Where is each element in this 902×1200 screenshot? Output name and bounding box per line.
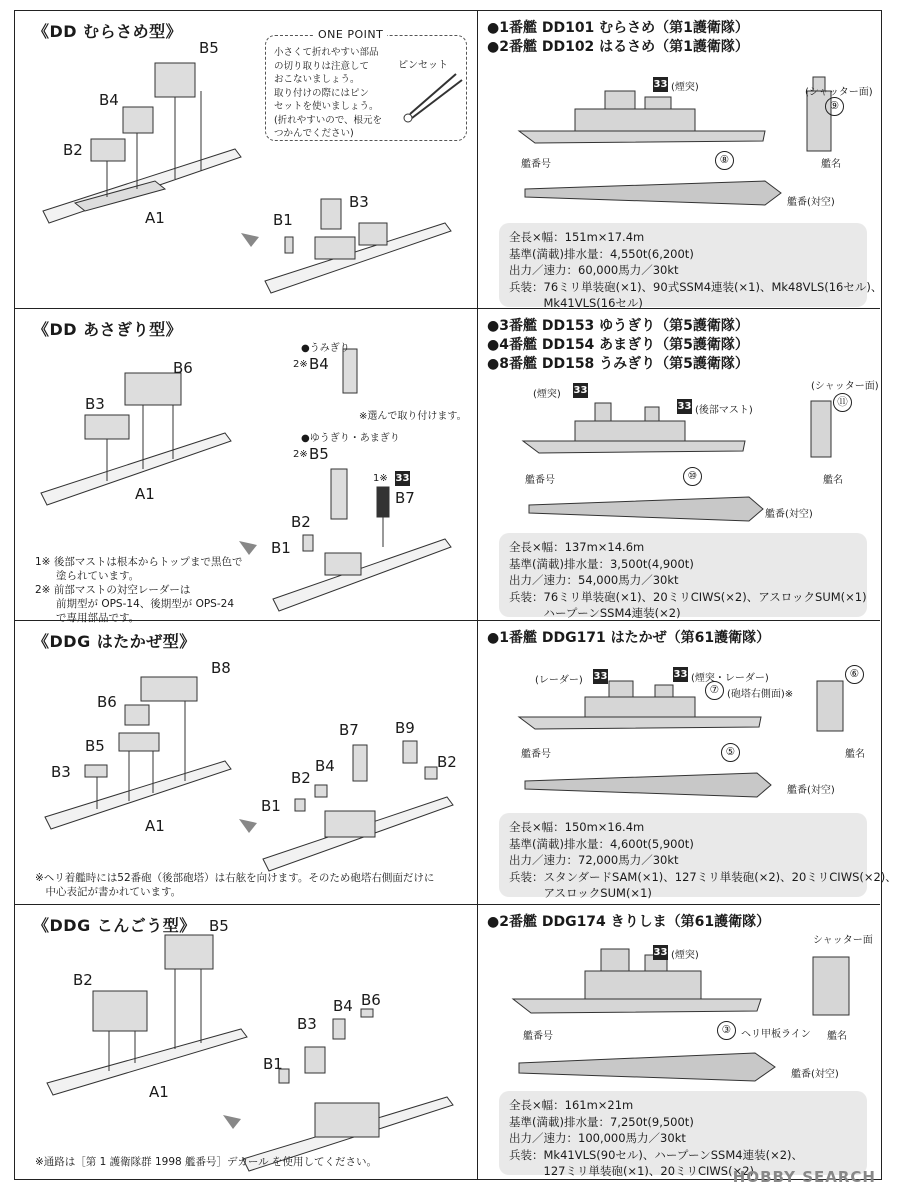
decal-circle-9: ⑨ bbox=[825, 97, 844, 116]
heli-deck-line-label: ヘリ甲板ライン bbox=[741, 1029, 811, 1040]
deck-number-label: 艦番(対空) bbox=[787, 785, 835, 796]
spec-box: 全長×幅：150m×16.4m 基準(満載)排水量：4,600t(5,900t) 出力／速力：72,000馬力／30kt 兵装：スタンダードSAM(×1)、127ミリ単装砲(×2)、20ミリCIWS(×2)、 アスロックSUM(×1) bbox=[499, 813, 867, 897]
kongou-notes: ※通路は［第 1 護衛隊群 1998 艦番号］デカール を使用してください。 bbox=[35, 1156, 377, 1168]
one-point-heading: ONE POINT bbox=[314, 28, 387, 41]
part-b2-label: B2 bbox=[291, 769, 311, 787]
decal-number-badge: 33 bbox=[593, 671, 608, 682]
decal-diagram bbox=[495, 671, 875, 821]
column-divider bbox=[477, 11, 478, 308]
part-b6-label: B6 bbox=[361, 991, 381, 1009]
section-kongou bbox=[15, 905, 880, 1179]
part-b4-prefix: 2※ bbox=[293, 359, 308, 370]
part-b1-label: B1 bbox=[271, 539, 291, 557]
ship-item: ●2番艦 DDG174 きりしま（第61護衛隊） bbox=[487, 914, 771, 930]
hull-number-label: 艦番号 bbox=[525, 475, 555, 486]
part-b1-label: B1 bbox=[273, 211, 293, 229]
ship-list bbox=[487, 19, 749, 57]
decal-number-badge: 33 bbox=[395, 473, 410, 484]
part-b2-label: B2 bbox=[73, 971, 93, 989]
part-b5-label: B5 bbox=[199, 39, 219, 57]
decal-circle-10: ⑩ bbox=[683, 467, 702, 486]
decal-circle-7: ⑦ bbox=[705, 681, 724, 700]
instruction-sheet bbox=[14, 10, 897, 1180]
decal-number-badge: 33 bbox=[653, 79, 668, 90]
spec-box: 全長×幅：137m×14.6m 基準(満載)排水量：3,500t(4,900t) 出力／速力：54,000馬力／30kt 兵装：76ミリ単装砲(×1)、20ミリCIWS(×2)、アスロックSUM(×1) ハープーンSSM4連装(×2) bbox=[499, 533, 867, 617]
column-divider bbox=[477, 621, 478, 904]
part-b1-label: B1 bbox=[261, 797, 281, 815]
decal-circle-11: ⑪ bbox=[833, 393, 852, 412]
assembly-illustration bbox=[15, 621, 475, 901]
part-b5-prefix: 2※ bbox=[293, 449, 308, 460]
decal-number-badge: 33 bbox=[673, 669, 688, 680]
section-title: 《DD あさぎり型》 bbox=[33, 320, 183, 339]
ship-item: ●1番艦 DD101 むらさめ（第1護衛隊） bbox=[487, 20, 749, 36]
deck-number-label: 艦番(対空) bbox=[787, 197, 835, 208]
part-b7-prefix: 1※ bbox=[373, 473, 388, 484]
select-note: ※選んで取り付けます。 bbox=[359, 411, 467, 422]
part-b6-label: B6 bbox=[97, 693, 117, 711]
decal-circle-5: ⑤ bbox=[721, 743, 740, 762]
assembly-illustration bbox=[15, 905, 475, 1175]
ship-list bbox=[487, 913, 770, 932]
part-a1-label: A1 bbox=[135, 485, 155, 503]
hatakaze-notes: ※ヘリ着艦時には52番砲（後部砲塔）は右舷を向けます。そのため砲塔右側面だけに 中心表記が書かれています。 bbox=[35, 872, 435, 898]
section-title: 《DDG こんごう型》 bbox=[33, 916, 196, 935]
section-asagiri bbox=[15, 309, 880, 624]
part-b8-label: B8 bbox=[211, 659, 231, 677]
decal-number-badge: 33 bbox=[573, 385, 588, 396]
column-divider bbox=[477, 905, 478, 1179]
part-b4-label: B4 bbox=[99, 91, 119, 109]
part-b9-label: B9 bbox=[395, 719, 415, 737]
column-divider bbox=[477, 309, 478, 620]
part-b5-label: B5 bbox=[309, 445, 329, 463]
ship-name-label: 艦名 bbox=[845, 749, 865, 760]
ship-item: ●3番艦 DD153 ゆうぎり（第5護衛隊） bbox=[487, 318, 749, 334]
radar-label: (レーダー) bbox=[535, 675, 583, 686]
decal-circle-3: ③ bbox=[717, 1021, 736, 1040]
part-b6-label: B6 bbox=[173, 359, 193, 377]
part-b7-label: B7 bbox=[395, 489, 415, 507]
part-b5-label: B5 bbox=[85, 737, 105, 755]
ship-item: ●1番艦 DDG171 はたかぜ（第61護衛隊） bbox=[487, 630, 771, 646]
shutter-label: シャッター面 bbox=[813, 935, 873, 946]
funnel-label: (煙突) bbox=[533, 389, 561, 400]
spec-box: 全長×幅：161m×21m 基準(満載)排水量：7,250t(9,500t) 出力／速力：100,000馬力／30kt 兵装：Mk41VLS(90セル)、ハープーンSSM4連装(×2)、 127ミリ単装砲(×1)、20ミリCIWS(×2) bbox=[499, 1091, 867, 1175]
hull-number-label: 艦番号 bbox=[521, 159, 551, 170]
part-b7-label: B7 bbox=[339, 721, 359, 739]
part-a1-label: A1 bbox=[149, 1083, 169, 1101]
ship-list bbox=[487, 629, 770, 648]
deck-number-label: 艦番(対空) bbox=[791, 1069, 839, 1080]
part-b4-label: B4 bbox=[315, 757, 335, 775]
decal-circle-6: ⑥ bbox=[845, 665, 864, 684]
funnel-label: (煙突) bbox=[671, 82, 699, 93]
rear-mast-label: (後部マスト) bbox=[695, 405, 753, 416]
watermark: HOBBY SEARCH bbox=[732, 1168, 876, 1186]
one-point-text: 小さくて折れやすい部品 の切り取りは注意して おこないましょう。 取り付けの際にはピン セットを使いましょう。 (折れやすいので、根元を つかんでください) bbox=[274, 47, 383, 139]
part-b3-label: B3 bbox=[297, 1015, 317, 1033]
ship-item: ●4番艦 DD154 あまぎり（第5護衛隊） bbox=[487, 337, 749, 353]
funnel-radar-label: (煙突・レーダー) bbox=[691, 673, 769, 684]
section-title: 《DD むらさめ型》 bbox=[33, 22, 183, 41]
asagiri-notes: 1※ 後部マストは根本からトップまで黒色で 塗られています。 2※ 前部マストの対空レーダーは 前期型が OPS-14、後期型が OPS-24 で専用部品です。 bbox=[35, 556, 243, 624]
part-b3-label: B3 bbox=[349, 193, 369, 211]
part-a1-label: A1 bbox=[145, 817, 165, 835]
section-murasame bbox=[15, 11, 883, 310]
variant-yuugiri-label: ●ゆうぎり・あまぎり bbox=[301, 433, 400, 444]
part-b4-label: B4 bbox=[309, 355, 329, 373]
shutter-label: (シャッター面) bbox=[811, 381, 879, 392]
part-b5-label: B5 bbox=[209, 917, 229, 935]
turret-label: (砲塔右側面)※ bbox=[727, 689, 794, 700]
deck-number-label: 艦番(対空) bbox=[765, 509, 813, 520]
one-point-box bbox=[265, 28, 467, 141]
part-b1-label: B1 bbox=[263, 1055, 283, 1073]
decal-number-badge: 33 bbox=[677, 401, 692, 412]
hull-number-label: 艦番号 bbox=[521, 749, 551, 760]
part-b2-label: B2 bbox=[291, 513, 311, 531]
shutter-label: (シャッター面) bbox=[805, 87, 873, 98]
part-b3-label: B3 bbox=[51, 763, 71, 781]
part-b4-label: B4 bbox=[333, 997, 353, 1015]
ship-name-label: 艦名 bbox=[827, 1031, 847, 1042]
variant-umigiri-label: ●うみぎり bbox=[301, 343, 350, 354]
spec-box: 全長×幅：151m×17.4m 基準(満載)排水量：4,550t(6,200t) 出力／速力：60,000馬力／30kt 兵装：76ミリ単装砲(×1)、90式SSM4連装(×1)、Mk48VLS(16セル)、 Mk41VLS(16セル) bbox=[499, 223, 867, 307]
part-a1-label: A1 bbox=[145, 209, 165, 227]
ship-item: ●2番艦 DD102 はるさめ（第1護衛隊） bbox=[487, 39, 749, 55]
part-b2-label: B2 bbox=[437, 753, 457, 771]
ship-name-label: 艦名 bbox=[823, 475, 843, 486]
hull-number-label: 艦番号 bbox=[523, 1031, 553, 1042]
section-hatakaze bbox=[15, 621, 897, 905]
ship-name-label: 艦名 bbox=[821, 159, 841, 170]
tweezers-label: ピンセット bbox=[398, 60, 448, 71]
ship-item: ●8番艦 DD158 うみぎり（第5護衛隊） bbox=[487, 356, 749, 372]
part-b3-label: B3 bbox=[85, 395, 105, 413]
ship-list bbox=[487, 317, 749, 374]
funnel-label: (煙突) bbox=[671, 950, 699, 961]
decal-circle-8: ⑧ bbox=[715, 151, 734, 170]
decal-number-badge: 33 bbox=[653, 947, 668, 958]
section-title: 《DDG はたかぜ型》 bbox=[33, 632, 196, 651]
part-b2-label: B2 bbox=[63, 141, 83, 159]
tweezers-icon bbox=[396, 70, 466, 130]
